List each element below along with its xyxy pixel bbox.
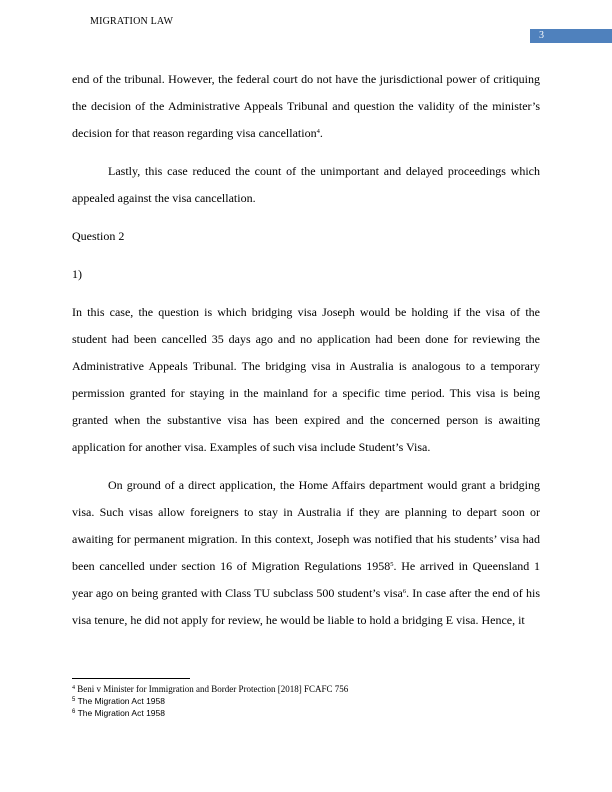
footnotes (72, 683, 540, 719)
paragraph-3: In this case, the question is which bridging visa Joseph would be holding if the visa of the student had been cancelled 35 days ago and no application had been done for reviewing the Administrative Appeals Tribunal. The bridging visa in Australia is analogous to a temporary permission granted for staying in the mainland for a specific time period. This visa is being granted when the substantive visa has been expired and the concerned person is awaiting application for another visa. Examples of such visa include Student’s Visa. (72, 305, 540, 454)
footnote-separator (72, 678, 190, 679)
paragraph-4 (72, 472, 540, 634)
footnote-4 (72, 683, 540, 695)
footnote-text: Beni v Minister for Immigration and Border Protection [2018] FCAFC 756 (77, 684, 349, 694)
paragraph-4-part2: . He arrived in Queensland 1 year ago on being granted with Class TU subclass 500 student’s visa (72, 559, 540, 600)
footnote-6 (72, 707, 540, 719)
paragraph-1-tail: . (319, 126, 323, 140)
paragraph-2: Lastly, this case reduced the count of the unimportant and delayed proceedings which appealed against the visa cancellation. (72, 164, 540, 205)
paragraph-1-text: end of the tribunal. However, the federal court do not have the jurisdictional power of critiquing the decision of the Administrative Appeals Tribunal and question the validity of the minister’s decision for that reason regarding visa cancellation (72, 72, 540, 140)
footnote-ref-6[interactable]: 6 (402, 588, 407, 595)
footnote-ref-4[interactable]: 4 (316, 128, 320, 135)
footnote-5 (72, 695, 540, 707)
page-number-badge: 3 (530, 29, 612, 43)
footnote-text: The Migration Act 1958 (77, 696, 165, 706)
paragraph-1 (72, 66, 540, 147)
footnote-number: 5 (72, 697, 76, 703)
running-header: MIGRATION LAW (90, 16, 174, 27)
question-heading: Question 2 (72, 229, 125, 243)
footnote-number: 4 (72, 685, 75, 691)
paragraph-4-part3: . In case after the end of his visa tenure, he did not apply for review, he would be liable to hold a bridging E visa. Hence, it (72, 586, 540, 627)
footnote-ref-5[interactable]: 5 (390, 561, 394, 568)
paragraph-4-part1: On ground of a direct application, the Home Affairs department would grant a bridging visa. Such visas allow foreigners to stay in Australia if they are planning to depart soon or awaiting for permanent migration. In this context, Joseph was notified that his students’ visa had been cancelled under section 16 of Migration Regulations 1958 (72, 478, 540, 573)
footnote-text: The Migration Act 1958 (77, 708, 165, 718)
sub-heading: 1) (72, 267, 82, 281)
footnote-number: 6 (72, 709, 76, 715)
document-body (72, 66, 540, 634)
